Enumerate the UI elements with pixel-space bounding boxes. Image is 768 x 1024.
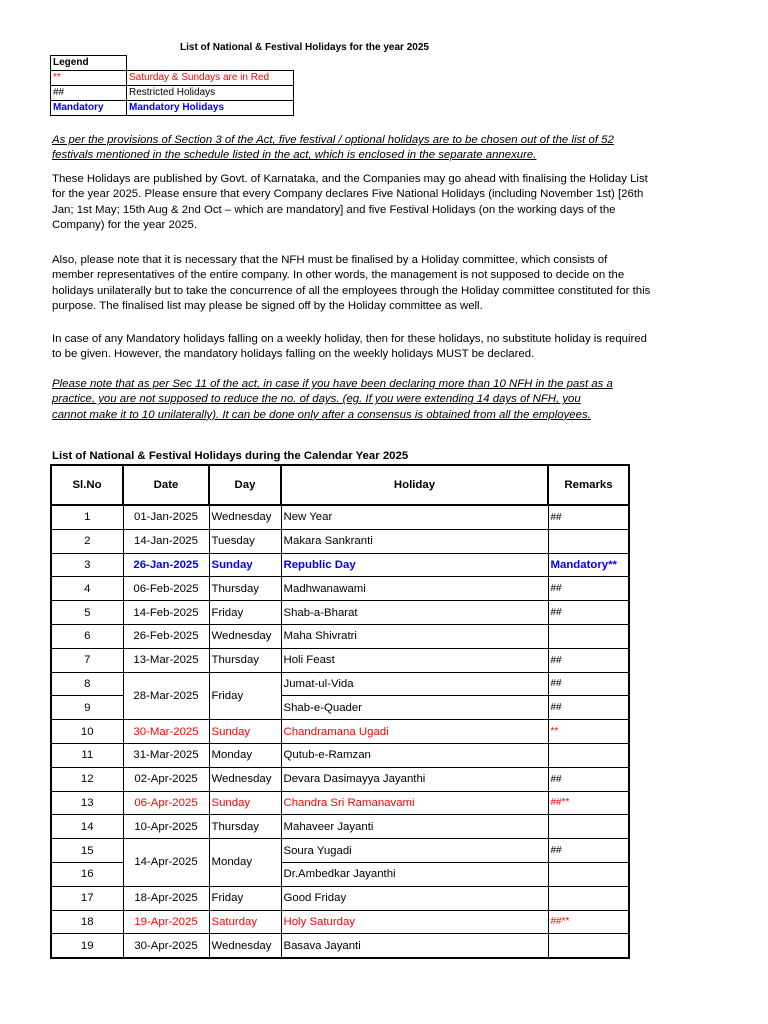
cell-remarks: ** xyxy=(548,720,629,744)
holiday-table xyxy=(50,464,630,959)
cell-day: Friday xyxy=(209,601,281,625)
header-remarks: Remarks xyxy=(548,465,629,505)
cell-date: 26-Feb-2025 xyxy=(123,624,209,648)
legend-row xyxy=(51,86,294,101)
cell-day: Sunday xyxy=(209,553,281,577)
cell-remarks: ## xyxy=(548,696,629,720)
cell-remarks xyxy=(548,743,629,767)
cell-day: Friday xyxy=(209,886,281,910)
cell-date: 30-Apr-2025 xyxy=(123,934,209,958)
legend-table xyxy=(50,55,294,116)
cell-day: Thursday xyxy=(209,648,281,672)
cell-day: Thursday xyxy=(209,577,281,601)
legend-desc: Restricted Holidays xyxy=(127,86,294,101)
table-row xyxy=(51,886,629,910)
table-row xyxy=(51,934,629,958)
legend-key: ** xyxy=(51,71,127,86)
table-row xyxy=(51,505,629,529)
legend-header-row xyxy=(51,56,294,71)
cell-date: 01-Jan-2025 xyxy=(123,505,209,529)
cell-holiday: Basava Jayanti xyxy=(281,934,548,958)
cell-remarks xyxy=(548,862,629,886)
legend-header: Legend xyxy=(51,56,127,71)
cell-date: 31-Mar-2025 xyxy=(123,743,209,767)
cell-day: Wednesday xyxy=(209,624,281,648)
cell-holiday: Chandramana Ugadi xyxy=(281,720,548,744)
cell-slno: 6 xyxy=(51,624,123,648)
cell-day: Sunday xyxy=(209,720,281,744)
cell-date: 28-Mar-2025 xyxy=(123,672,209,720)
cell-date: 18-Apr-2025 xyxy=(123,886,209,910)
header-holiday: Holiday xyxy=(281,465,548,505)
table-header-row xyxy=(51,465,629,505)
cell-day: Wednesday xyxy=(209,767,281,791)
cell-holiday: Holi Feast xyxy=(281,648,548,672)
provisions-note-line: festivals mentioned in the schedule listed in the act, which is enclosed in the separate annexure. xyxy=(52,149,537,162)
cell-slno: 3 xyxy=(51,553,123,577)
table-row xyxy=(51,815,629,839)
table-row xyxy=(51,529,629,553)
cell-day: Wednesday xyxy=(209,505,281,529)
cell-slno: 14 xyxy=(51,815,123,839)
cell-day: Monday xyxy=(209,743,281,767)
cell-slno: 12 xyxy=(51,767,123,791)
cell-slno: 4 xyxy=(51,577,123,601)
cell-holiday: Good Friday xyxy=(281,886,548,910)
cell-slno: 19 xyxy=(51,934,123,958)
publication-paragraph: These Holidays are published by Govt. of Karnataka, and the Companies may go ahead with finalising the Holiday List for the year 2025. Please ensure that every Company declares Five National Holidays (including November 1st) [26th Jan; 1st May; 15th Aug & 2nd Oct – which are mandatory] and five Festival Holidays (on the working days of the Company) for the year 2025. xyxy=(52,173,648,232)
legend-header-blank xyxy=(127,56,294,71)
cell-date: 13-Mar-2025 xyxy=(123,648,209,672)
section-11-note-line: Please note that as per Sec 11 of the act, in case if you have been declaring more than 10 NFH in the past as a xyxy=(52,378,613,390)
section-11-note-line: cannot make it to 10 unilaterally). It can be done only after a consensus is obtained from all the employees. xyxy=(52,408,591,421)
cell-slno: 7 xyxy=(51,648,123,672)
cell-holiday: Devara Dasimayya Jayanthi xyxy=(281,767,548,791)
cell-holiday: Shab-a-Bharat xyxy=(281,601,548,625)
legend-desc: Saturday & Sundays are in Red xyxy=(127,71,294,86)
legend-desc: Mandatory Holidays xyxy=(127,101,294,116)
section-11-note-line: practice, you are not supposed to reduce the no. of days. (eg. If you were extending 14 days of NFH, you xyxy=(52,393,581,406)
provisions-note xyxy=(52,133,652,164)
cell-holiday: Dr.Ambedkar Jayanthi xyxy=(281,862,548,886)
cell-date: 14-Apr-2025 xyxy=(123,839,209,887)
cell-day: Tuesday xyxy=(209,529,281,553)
cell-date: 06-Feb-2025 xyxy=(123,577,209,601)
cell-day: Wednesday xyxy=(209,934,281,958)
table-row xyxy=(51,767,629,791)
holiday-list-title: List of National & Festival Holidays during the Calendar Year 2025 xyxy=(52,450,409,462)
cell-remarks xyxy=(548,886,629,910)
cell-holiday: Makara Sankranti xyxy=(281,529,548,553)
page-title: List of National & Festival Holidays for the year 2025 xyxy=(180,42,429,53)
table-row xyxy=(51,624,629,648)
cell-slno: 8 xyxy=(51,672,123,696)
cell-remarks: ## xyxy=(548,577,629,601)
cell-day: Friday xyxy=(209,672,281,720)
cell-holiday: New Year xyxy=(281,505,548,529)
section-11-note xyxy=(52,377,652,423)
cell-remarks: Mandatory** xyxy=(548,553,629,577)
provisions-note-line: As per the provisions of Section 3 of the Act, five festival / optional holidays are to be chosen out of the list of 52 xyxy=(52,134,614,146)
cell-slno: 1 xyxy=(51,505,123,529)
cell-holiday: Madhwanawami xyxy=(281,577,548,601)
cell-remarks: ## xyxy=(548,839,629,863)
legend-row xyxy=(51,71,294,86)
cell-slno: 2 xyxy=(51,529,123,553)
cell-slno: 9 xyxy=(51,696,123,720)
cell-holiday: Chandra Sri Ramanavami xyxy=(281,791,548,815)
cell-slno: 13 xyxy=(51,791,123,815)
cell-remarks: ## xyxy=(548,672,629,696)
cell-slno: 17 xyxy=(51,886,123,910)
cell-day: Saturday xyxy=(209,910,281,934)
table-row xyxy=(51,743,629,767)
cell-holiday: Maha Shivratri xyxy=(281,624,548,648)
header-day: Day xyxy=(209,465,281,505)
cell-holiday: Qutub-e-Ramzan xyxy=(281,743,548,767)
cell-date: 19-Apr-2025 xyxy=(123,910,209,934)
legend-key: ## xyxy=(51,86,127,101)
table-row xyxy=(51,648,629,672)
cell-holiday: Mahaveer Jayanti xyxy=(281,815,548,839)
table-row xyxy=(51,577,629,601)
table-row xyxy=(51,672,629,696)
header-slno: Sl.No xyxy=(51,465,123,505)
cell-slno: 16 xyxy=(51,862,123,886)
table-row xyxy=(51,720,629,744)
cell-date: 26-Jan-2025 xyxy=(123,553,209,577)
cell-slno: 10 xyxy=(51,720,123,744)
cell-day: Sunday xyxy=(209,791,281,815)
cell-remarks xyxy=(548,529,629,553)
legend-row xyxy=(51,101,294,116)
cell-date: 14-Jan-2025 xyxy=(123,529,209,553)
table-row xyxy=(51,910,629,934)
cell-date: 02-Apr-2025 xyxy=(123,767,209,791)
cell-remarks: ##** xyxy=(548,791,629,815)
legend-key: Mandatory xyxy=(51,101,127,116)
cell-holiday: Shab-e-Quader xyxy=(281,696,548,720)
cell-date: 30-Mar-2025 xyxy=(123,720,209,744)
table-row xyxy=(51,601,629,625)
cell-slno: 18 xyxy=(51,910,123,934)
cell-slno: 11 xyxy=(51,743,123,767)
cell-remarks xyxy=(548,934,629,958)
cell-remarks: ## xyxy=(548,648,629,672)
committee-paragraph: Also, please note that it is necessary that the NFH must be finalised by a Holiday committee, which consists of member representatives of the entire company. In other words, the management is not supposed to decide on the holidays unilaterally but to take the concurrence of all the employees through the Holiday committee constituted for this purpose. The finalised list may please be signed off by the Holiday committee as well. xyxy=(52,254,651,313)
cell-remarks: ## xyxy=(548,601,629,625)
cell-slno: 5 xyxy=(51,601,123,625)
table-row xyxy=(51,553,629,577)
cell-holiday: Holy Saturday xyxy=(281,910,548,934)
header-date: Date xyxy=(123,465,209,505)
cell-date: 10-Apr-2025 xyxy=(123,815,209,839)
cell-day: Thursday xyxy=(209,815,281,839)
cell-day: Monday xyxy=(209,839,281,887)
mandatory-paragraph: In case of any Mandatory holidays falling on a weekly holiday, then for these holidays, no substitute holiday is required to be given. However, the mandatory holidays falling on the weekly holidays MUST be declared. xyxy=(52,333,647,361)
cell-remarks: ##** xyxy=(548,910,629,934)
cell-remarks xyxy=(548,624,629,648)
cell-date: 06-Apr-2025 xyxy=(123,791,209,815)
cell-remarks: ## xyxy=(548,505,629,529)
cell-slno: 15 xyxy=(51,839,123,863)
table-row xyxy=(51,839,629,863)
cell-holiday: Soura Yugadi xyxy=(281,839,548,863)
cell-holiday: Jumat-ul-Vida xyxy=(281,672,548,696)
cell-remarks: ## xyxy=(548,767,629,791)
cell-date: 14-Feb-2025 xyxy=(123,601,209,625)
cell-remarks xyxy=(548,815,629,839)
table-row xyxy=(51,791,629,815)
cell-holiday: Republic Day xyxy=(281,553,548,577)
